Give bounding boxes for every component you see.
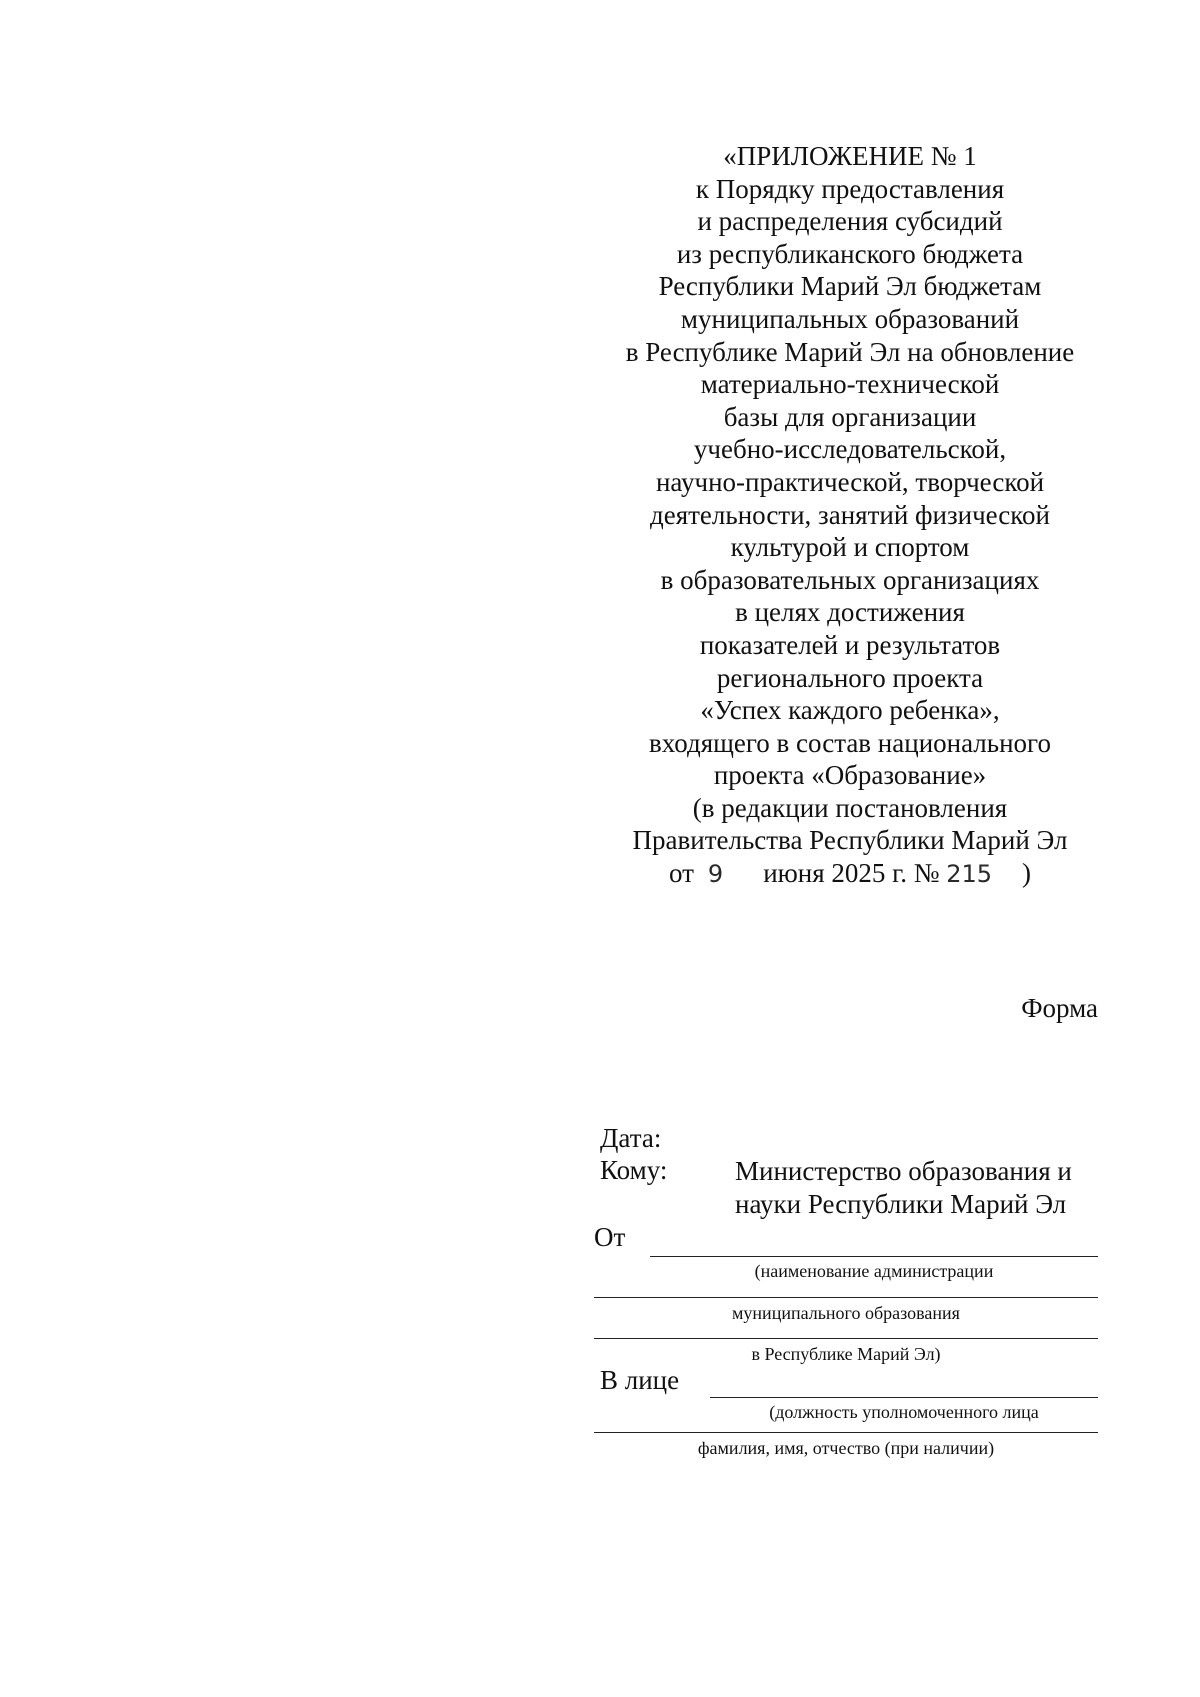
appendix-line: проекта «Образование» (713, 760, 987, 791)
appendix-line: учебно-исследовательской, (693, 434, 1007, 465)
person-caption-1: (должность уполномоченного лица (769, 1402, 1039, 1422)
appendix-line: культурой и спортом (730, 532, 970, 563)
appendix-line: базы для организации (723, 401, 977, 432)
date-prefix: от (668, 858, 694, 889)
appendix-line: материально-технической (700, 369, 1000, 400)
resolution-day: 9 (707, 860, 724, 889)
resolution-date-line (600, 857, 1100, 891)
appendix-line: (в редакции постановления (692, 792, 1008, 823)
appendix-line: из республиканского бюджета (676, 238, 1024, 269)
person-caption-2: фамилия, имя, отчество (при наличии) (697, 1438, 995, 1458)
appendix-line: в Республике Марий Эл на обновление (625, 336, 1075, 367)
from-caption-2: муниципального образования (732, 1303, 960, 1323)
recipient-line-1: Министерство образования и (735, 1156, 1072, 1186)
date-label: Дата: (600, 1123, 662, 1153)
recipient-line-2: науки Республики Марий Эл (735, 1189, 1067, 1219)
person-fill-line-1 (710, 1397, 1098, 1398)
appendix-line: научно-практической, творческой (655, 466, 1045, 497)
appendix-line: Республики Марий Эл бюджетам (658, 271, 1042, 302)
date-suffix: ) (1022, 858, 1032, 889)
appendix-line: муниципальных образований (680, 303, 1020, 334)
to-label: Кому: (600, 1155, 668, 1185)
appendix-line: входящего в состав национального (649, 727, 1051, 758)
person-fill-line-2 (594, 1432, 1098, 1433)
from-fill-line-1 (650, 1256, 1098, 1257)
person-label: В лице (600, 1365, 680, 1395)
appendix-line: «Успех каждого ребенка», (700, 695, 1000, 726)
appendix-line: Правительства Республики Марий Эл (632, 825, 1068, 856)
appendix-line: регионального проекта (716, 662, 984, 693)
form-label: Форма (1021, 993, 1098, 1023)
appendix-line: деятельности, занятий физической (649, 499, 1050, 530)
appendix-header (600, 140, 1100, 891)
appendix-line: и распределения субсидий (697, 206, 1003, 237)
appendix-line: «ПРИЛОЖЕНИЕ № 1 (723, 141, 977, 171)
from-caption-1: (наименование администрации (754, 1261, 994, 1281)
resolution-number: 215 (946, 860, 993, 889)
appendix-line: показателей и результатов (699, 629, 1001, 660)
appendix-line: в целях достижения (735, 597, 965, 628)
from-fill-line-3 (594, 1338, 1098, 1339)
resolution-month-year: июня 2025 г. № (763, 858, 940, 889)
from-label: От (594, 1222, 626, 1252)
from-fill-line-2 (594, 1297, 1098, 1298)
appendix-line: к Порядку предоставления (695, 173, 1005, 204)
recipient-name (735, 1155, 1095, 1221)
from-caption-3: в Республике Марий Эл) (751, 1344, 941, 1364)
appendix-line: в образовательных организациях (660, 564, 1040, 595)
